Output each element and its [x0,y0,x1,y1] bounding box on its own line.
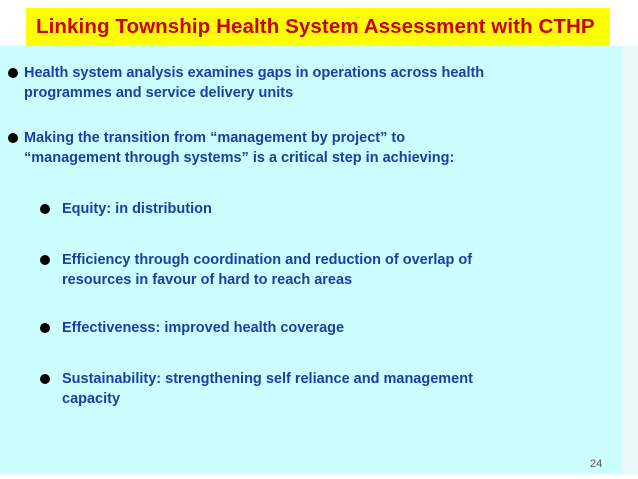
sub-bullet-text [62,369,473,409]
sub-bullet-item [40,199,600,219]
bullet-line: capacity [62,391,121,407]
bullet-icon [40,374,50,384]
title-bar [26,8,610,46]
bullet-text [24,128,454,168]
bullet-line: Health system analysis examines gaps in operations across health [24,65,485,81]
sub-bullet-text [62,250,472,290]
bullet-line: Efficiency through coordination and reduction of overlap of [62,252,473,268]
bullet-line: Making the transition from “management by project” to [24,130,406,146]
bullet-line: Sustainability: strengthening self reliance and management [62,371,473,387]
page-number: 24 [590,458,603,470]
slide-title: Linking Township Health System Assessment with CTHP [36,15,595,38]
bullet-line: “management through systems” is a critical step in achieving: [24,150,455,166]
bullet-line: resources in favour of hard to reach areas [62,272,353,288]
bullet-icon [40,255,50,265]
bullet-icon [8,133,18,143]
sub-bullet-item [40,250,580,290]
bullet-line: programmes and service delivery units [24,85,294,101]
bullet-item [8,128,598,168]
bullet-item [8,63,598,103]
bullet-text [24,63,484,103]
sub-bullet-item [40,318,600,338]
bullet-icon [8,68,18,78]
sub-bullet-text [62,318,344,338]
bullet-icon [40,323,50,333]
bullet-line: Equity: in distribution [62,201,212,217]
bullet-icon [40,204,50,214]
sub-bullet-text [62,199,212,219]
sub-bullet-item [40,369,580,409]
bullet-line: Effectiveness: improved health coverage [62,320,345,336]
